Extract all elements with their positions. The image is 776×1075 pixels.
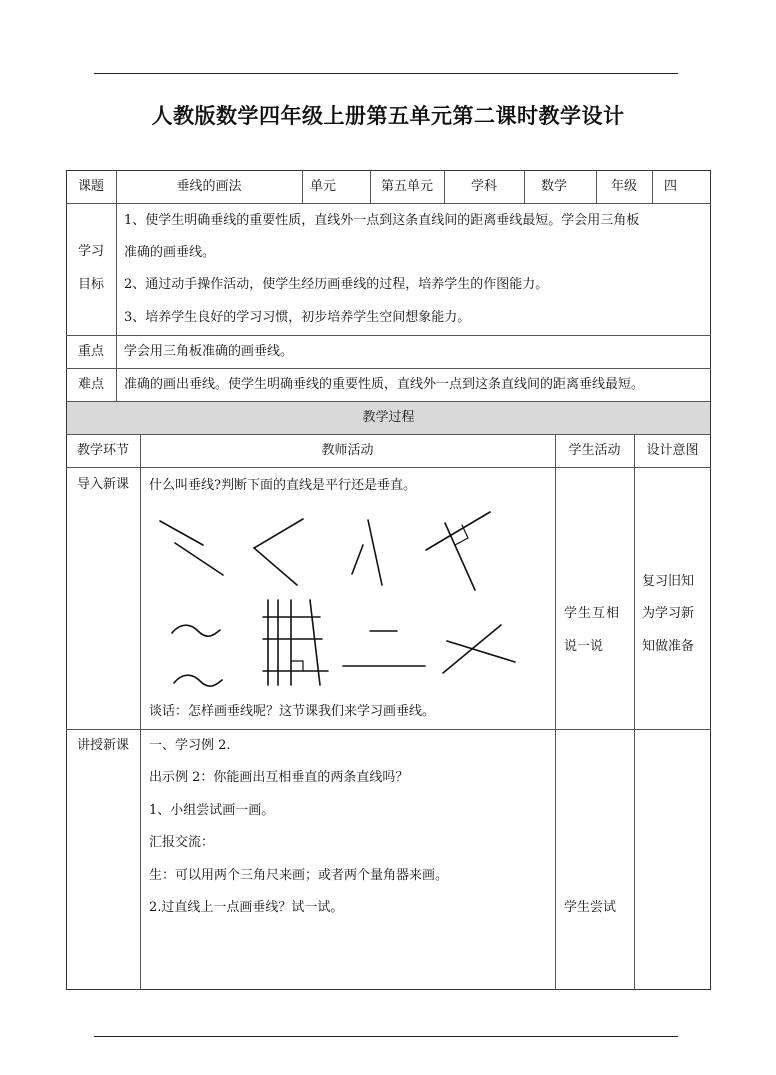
line-figures xyxy=(150,505,550,705)
new-line: 出示例 2：你能画出互相垂直的两条直线吗？ xyxy=(149,770,409,785)
difficulty-label: 难点 xyxy=(77,377,104,392)
figure-wave xyxy=(172,625,220,636)
figure-line xyxy=(368,520,382,585)
intro-intent-line: 知做准备 xyxy=(642,639,695,654)
objectives-label-2: 目标 xyxy=(77,277,104,292)
intro-intent-line: 为学习新 xyxy=(642,606,695,621)
intro-student-line: 说一说 xyxy=(564,639,604,654)
new-line: 生：可以用两个三角尺来画；或者两个量角器来画。 xyxy=(149,868,449,883)
subject-value: 数学 xyxy=(540,179,567,194)
figure-line xyxy=(443,625,501,673)
intro-intent-line: 复习旧知 xyxy=(642,574,695,589)
right-angle-mark xyxy=(291,661,303,671)
topic-label: 课题 xyxy=(77,179,104,194)
new-student: 学生尝试 xyxy=(564,900,617,915)
figure-line xyxy=(254,519,303,585)
figure-line xyxy=(160,521,203,545)
footer-rule xyxy=(94,1036,678,1037)
topic-value: 垂线的画法 xyxy=(176,179,242,194)
unit-value: 第五单元 xyxy=(380,179,433,194)
figure-line xyxy=(352,545,363,574)
new-line: 汇报交流： xyxy=(149,835,215,850)
new-stage: 讲授新课 xyxy=(76,738,129,753)
column-header-intent: 设计意图 xyxy=(646,443,699,458)
new-line: 一、学习例 2. xyxy=(149,738,231,753)
unit-label: 单元 xyxy=(310,179,337,194)
difficulty-text: 准确的画出垂线。使学生明确垂线的重要性质，直线外一点到这条直线间的距离垂线最短。 xyxy=(124,377,645,392)
intro-question: 什么叫垂线?判断下面的直线是平行还是垂直。 xyxy=(149,478,416,493)
new-line: 1、小组尝试画一画。 xyxy=(149,803,275,818)
figure-line xyxy=(175,543,223,575)
objective-line: 1、使学生明确垂线的重要性质，直线外一点到这条直线间的距离垂线最短。学会用三角板 xyxy=(124,213,640,228)
figure-line xyxy=(445,523,475,590)
key-point-text: 学会用三角板准确的画垂线。 xyxy=(124,344,294,359)
intro-student-line: 学生互相 xyxy=(564,606,621,621)
header-rule xyxy=(94,73,678,74)
column-header-student: 学生活动 xyxy=(568,443,621,458)
key-point-label: 重点 xyxy=(77,344,104,359)
grade-value: 四 xyxy=(664,179,678,194)
objective-line: 2、通过动手操作活动，使学生经历画垂线的过程，培养学生的作图能力。 xyxy=(124,277,549,292)
figure-line xyxy=(426,512,490,550)
intro-stage: 导入新课 xyxy=(76,477,129,492)
figure-line xyxy=(447,641,515,662)
new-line: 2.过直线上一点画垂线？试一试。 xyxy=(149,900,344,915)
process-header: 教学过程 xyxy=(362,410,415,425)
intro-talk: 谈话：怎样画垂线呢？这节课我们来学习画垂线。 xyxy=(149,704,436,719)
objectives-label-1: 学习 xyxy=(77,244,104,259)
grade-label: 年级 xyxy=(610,179,637,194)
objective-line: 3、培养学生良好的学习习惯，初步培养学生空间想象能力。 xyxy=(124,310,471,325)
figure-line xyxy=(310,600,320,685)
page-title: 人教版数学四年级上册第五单元第二课时教学设计 xyxy=(151,104,625,128)
column-header-teacher: 教师活动 xyxy=(321,443,374,458)
figure-wave xyxy=(174,675,222,686)
column-header-stage: 教学环节 xyxy=(76,443,129,458)
objective-line: 准确的画垂线。 xyxy=(124,245,216,260)
subject-label: 学科 xyxy=(470,179,497,194)
